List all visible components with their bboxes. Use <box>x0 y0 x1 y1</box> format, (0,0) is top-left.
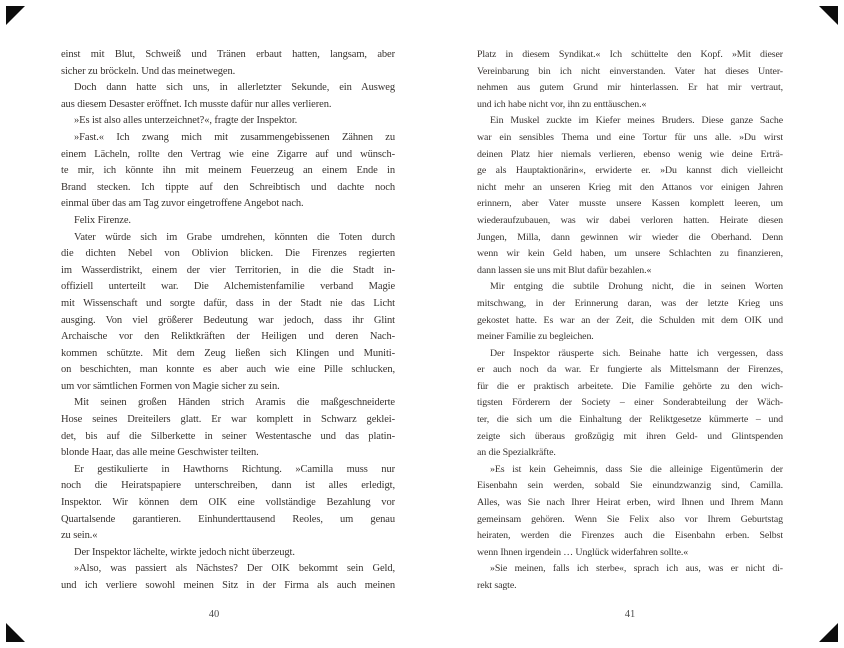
text-line: »Also, was passiert als Nächstes? Der OIK bekommt sein Geld, <box>74 563 395 575</box>
text-line: sicher zu bröckeln. Und das meinetwegen. <box>61 65 236 77</box>
text-line: Doch dann hatte sich uns, in allerletzter Sekunde, ein Ausweg <box>74 82 395 94</box>
text-line: aus diesem Desaster eröffnet. Ich musste dafür nur alles verlieren. <box>61 98 332 110</box>
text-line: Mir entging die subtile Drohung nicht, die in seinen Worten <box>490 281 783 293</box>
text-line: Vereinbarung bin ich nicht einverstanden. Vater hat dieses Unter- <box>477 65 783 77</box>
text-line: ge als Hauptaktionärin«, erwiderte er. »Du kannst dich vielleicht <box>477 165 783 177</box>
page-text-right <box>477 47 783 595</box>
corner-mark-top-right-icon <box>819 6 838 25</box>
text-line: nicht mehr an unseren Krieg mit den Attanos vor einigen Jahren <box>477 181 783 193</box>
text-line: »Es ist also alles unterzeichnet?«, fragte der Inspektor. <box>74 115 298 127</box>
text-line: Brand stecken. Ich tippte auf den Schreibtisch und dachte noch <box>61 181 395 193</box>
corner-mark-bottom-left-icon <box>6 623 25 642</box>
text-line: wenn Ihnen irgendein … Unglück widerfahren sollte.« <box>477 546 689 558</box>
text-line: noch die Heiratspapiere unterschreiben, dann ist alles erledigt, <box>61 480 395 492</box>
text-line: zeigte sich überaus großzügig mit ihren Geld- und Glintspenden <box>477 430 783 442</box>
text-line: on beschichten, man konnte es aber auch wie eine Pille schlucken, <box>61 364 395 376</box>
text-line: Er gestikulierte in Hawthorns Richtung. »Camilla muss nur <box>74 463 395 475</box>
text-line: erinnern, aber Vater musste unsere Kassen komplett leeren, um <box>477 198 783 210</box>
text-line: Eisenbahn sein werden, sobald Sie einundzwanzig sind, Camilla. <box>477 480 783 492</box>
text-line: Jungen, Milla, dann gewinnen wir wieder die Oberhand. Denn <box>477 231 783 243</box>
text-line: einst mit Blut, Schweiß und Tränen erbaut hatten, langsam, aber <box>61 49 395 60</box>
page-number-left: 40 <box>208 609 220 620</box>
text-line: er auch noch da war. Er fungierte als Mittelsmann der Firenzes, <box>477 364 783 376</box>
text-line: dann lassen sie uns mit Blut dafür bezahlen.« <box>477 264 652 276</box>
text-line: gemeinsam gehören. Wenn Sie Felix also vor Ihrem Geburtstag <box>477 513 783 525</box>
text-line: tigsten Förderern der Society – einer Sonderabteilung der Wäch- <box>477 397 783 409</box>
text-line: Alles, was Sie nach Ihrer Heirat erben, wird Ihnen und Ihrem Mann <box>477 497 783 509</box>
text-line: nehmen aus gutem Grund mir hinterlassen. Er hat mir vertraut, <box>477 82 783 94</box>
text-line: einmal über das am Tag zuvor eingetroffene Angebot nach. <box>61 198 304 210</box>
text-line: mit Wissenschaft und sorgte dafür, dass in der Stadt nie das Licht <box>61 297 395 309</box>
book-page-right <box>477 47 783 620</box>
text-line: »Fast.« Ich zwang mich mit zusammengebissenen Zähnen zu <box>74 131 395 143</box>
text-line: kommen schützte. Mit dem Zeug ließen sich Klingen und Muniti- <box>61 347 395 359</box>
page-number-right: 41 <box>624 609 636 620</box>
text-line: Inspektor. Wir können dem OIK eine vollständige Bezahlung vor <box>61 497 395 509</box>
text-line: meiner Familie zu begleichen. <box>477 331 594 343</box>
text-line: um vor sämtlichen Formen von Magie sicher zu sein. <box>61 380 280 392</box>
text-line: Mit seinen großen Händen strich Aramis die maßgeschneiderte <box>74 397 395 409</box>
text-line: offiziell unterteilt war. Die Alchemistenfamilie verband Magie <box>61 281 395 293</box>
book-page-left <box>61 47 395 620</box>
text-line: Ein Muskel zuckte im Kiefer meines Bruders. Diese ganze Sache <box>490 115 783 127</box>
corner-mark-top-left-icon <box>6 6 25 25</box>
text-line: ter, die sich um die Einhaltung der Reliktgesetze kümmerte – und <box>477 414 783 426</box>
text-line: für die er praktisch arbeitete. Die Familie gehörte zu den wich- <box>477 380 783 392</box>
text-line: Der Inspektor lächelte, wirkte jedoch nicht überzeugt. <box>74 546 295 558</box>
corner-mark-bottom-right-icon <box>819 623 838 642</box>
text-line: und ich verliere sowohl meinen Sitz in der Firma als auch meinen <box>61 580 395 591</box>
text-line: die dichten Nebel von Oblivion blicken. Die Firenzes regierten <box>61 248 395 260</box>
text-line: an die Spezialkräfte. <box>477 447 556 459</box>
text-line: blonde Haar, das alle meine Geschwister teilten. <box>61 447 259 459</box>
text-line: wenn wir kein Geld haben, um unsere Schlachten zu finanzieren, <box>477 248 783 260</box>
text-line: und ich habe nicht vor, ihn zu enttäuschen.« <box>477 98 647 110</box>
text-line: Vater würde sich im Grabe umdrehen, könnten die Toten durch <box>74 231 395 243</box>
text-line: einem Lächeln, rollte den Vertrag wie eine Zigarre auf und wünsch- <box>61 148 395 160</box>
page-text-left <box>61 47 395 595</box>
text-line: mitschwang, in der Erinnerung daran, was der letzte Krieg uns <box>477 297 783 309</box>
text-line: Der Inspektor räusperte sich. Beinahe hatte ich vergessen, dass <box>490 347 783 359</box>
text-line: heiraten, werden die Firenzes auch die Eisenbahn erben. Selbst <box>477 530 783 542</box>
text-line: deinen Platz hier niemals verlieren, ebenso wenig wie deine Erträ- <box>477 148 783 160</box>
text-line: »Sie meinen, falls ich sterbe«, sprach ich aus, was er nicht di- <box>490 563 783 575</box>
text-line: zu sein.« <box>61 530 98 542</box>
text-line: im Wasserdistrikt, einem der vier Territorien, in die die Stadt in- <box>61 264 395 276</box>
text-line: Platz in diesem Syndikat.« Ich schüttelte den Kopf. »Mit dieser <box>477 49 783 60</box>
text-line: ausging. Von viel größerer Bedeutung war jedoch, dass ihr Glint <box>61 314 395 326</box>
text-line: te mir, ich könnte ihn mit meinem Feuerzeug an einem Ende in <box>61 165 395 177</box>
text-line: Felix Firenze. <box>74 214 131 226</box>
text-line: Quartalsende garantieren. Einhunderttausend Reoles, um genau <box>61 513 395 525</box>
text-line: rekt sagte. <box>477 580 517 591</box>
text-line: Hose seines Dreiteilers glatt. Er war komplett in Schwarz geklei- <box>61 414 395 426</box>
text-line: »Es ist kein Geheimnis, dass Sie die alleinige Eigentümerin der <box>490 463 783 475</box>
text-line: det, bis auf die Silberkette in seiner Westentasche und das platin- <box>61 430 395 442</box>
text-line: war ein sensibles Thema und eine Tortur für uns alle. »Du wirst <box>477 131 783 143</box>
text-line: wiederaufzubauen, was wir dabei verloren hatten. Heirate diesen <box>477 214 783 226</box>
text-line: Archaische vor den Reliktkräften der Heiligen und deren Nach- <box>61 331 395 343</box>
text-line: gekostet hatte. Es war an der Zeit, die Schulden mit dem OIK und <box>477 314 783 326</box>
